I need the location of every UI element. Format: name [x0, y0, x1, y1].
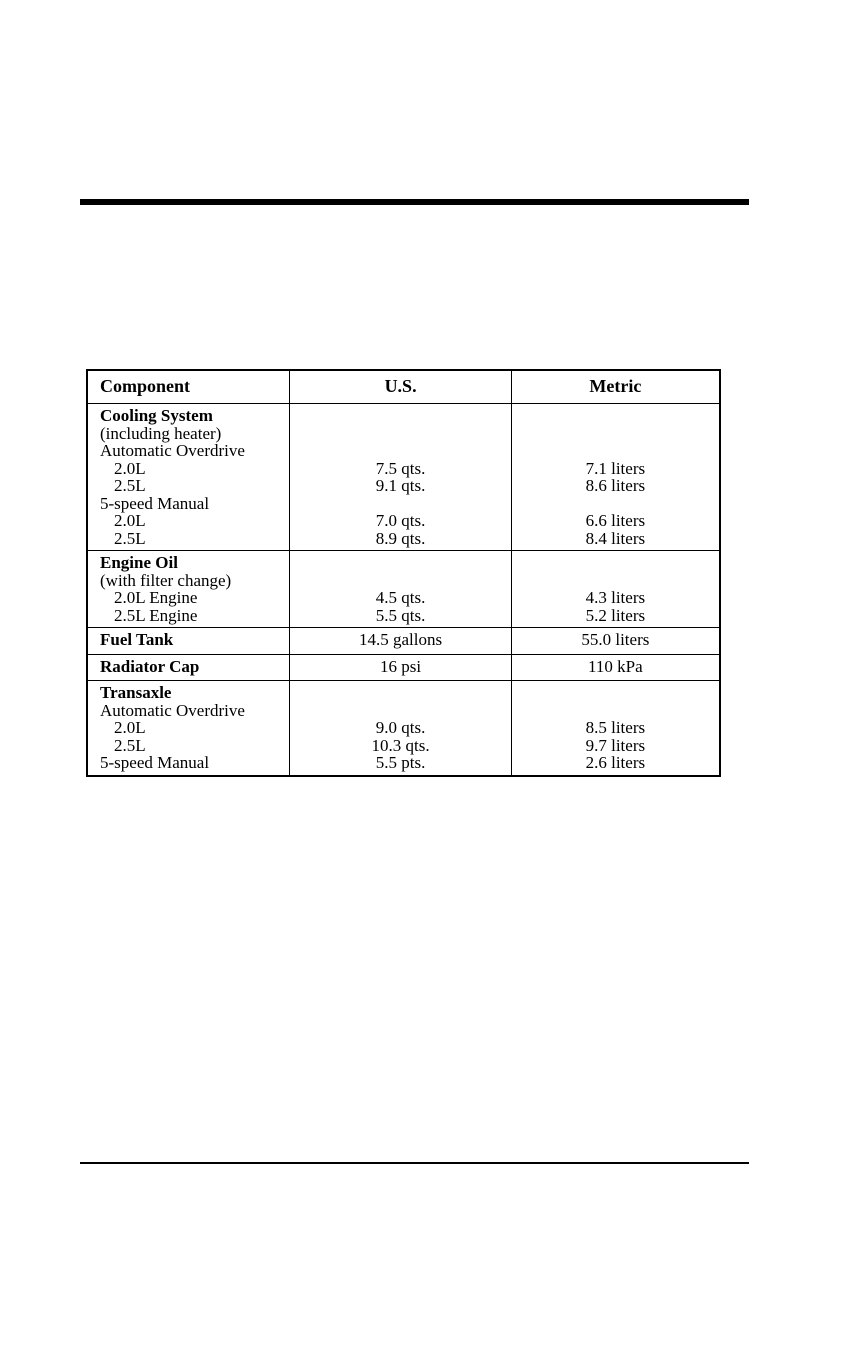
table-row-cooling-system	[87, 404, 720, 551]
transaxle-metric-value: 2.6 liters	[585, 753, 646, 772]
cooling-component-cell	[87, 404, 290, 551]
transaxle-component-cell	[87, 681, 290, 776]
table-row-engine-oil	[87, 551, 720, 628]
oil-25l-label: 2.5L Engine	[114, 605, 198, 625]
transaxle-auto-label: Automatic Overdrive	[100, 700, 245, 720]
transaxle-auto-20l: 2.0L	[114, 718, 146, 737]
transaxle-us-value: 10.3 qts.	[371, 735, 430, 755]
header-us: U.S.	[290, 370, 511, 404]
fuel-metric-cell	[511, 628, 720, 655]
table-header-row	[87, 370, 720, 404]
cooling-manual-label: 5-speed Manual	[100, 493, 210, 513]
radiator-title: Radiator Cap	[100, 656, 200, 676]
radiator-metric-value: 110 kPa	[588, 656, 643, 676]
cooling-title: Cooling System	[100, 406, 213, 425]
transaxle-metric-value: 8.5 liters	[585, 718, 646, 737]
cooling-us-cell	[290, 404, 511, 551]
bottom-rule	[80, 1162, 749, 1164]
oil-note: (with filter change)	[100, 570, 232, 590]
cooling-auto-25l: 2.5L	[114, 476, 146, 495]
oil-component-cell	[87, 551, 290, 628]
table-row-transaxle	[87, 681, 720, 776]
oil-metric-value: 4.3 liters	[585, 588, 646, 607]
oil-20l-label: 2.0L Engine	[114, 588, 198, 607]
oil-metric-value: 5.2 liters	[585, 605, 646, 625]
cooling-manual-20l: 2.0L	[114, 511, 146, 530]
oil-us-cell	[290, 551, 511, 628]
fuel-us-value: 14.5 gallons	[359, 630, 443, 649]
transaxle-us-value: 9.0 qts.	[375, 718, 426, 737]
cooling-us-value: 7.0 qts.	[375, 511, 426, 530]
transaxle-us-cell	[290, 681, 511, 776]
transaxle-metric-value: 9.7 liters	[585, 735, 646, 755]
fuel-metric-value: 55.0 liters	[581, 630, 650, 649]
radiator-component-cell	[87, 654, 290, 681]
oil-title: Engine Oil	[100, 553, 178, 572]
cooling-metric-value: 6.6 liters	[585, 511, 646, 530]
cooling-metric-value: 8.4 liters	[585, 528, 646, 548]
cooling-metric-cell	[511, 404, 720, 551]
cooling-metric-value: 7.1 liters	[585, 458, 646, 478]
cooling-manual-25l: 2.5L	[114, 528, 146, 548]
capacities-table	[86, 369, 721, 777]
table-row-fuel-tank	[87, 628, 720, 655]
cooling-us-value: 8.9 qts.	[375, 528, 426, 548]
oil-metric-cell	[511, 551, 720, 628]
cooling-note: (including heater)	[100, 423, 222, 443]
radiator-metric-cell	[511, 654, 720, 681]
transaxle-auto-25l: 2.5L	[114, 735, 146, 755]
radiator-us-value: 16 psi	[380, 656, 422, 676]
cooling-auto-20l: 2.0L	[114, 458, 146, 478]
cooling-us-value: 9.1 qts.	[375, 476, 426, 495]
transaxle-title: Transaxle	[100, 683, 172, 702]
radiator-us-cell	[290, 654, 511, 681]
fuel-component-cell	[87, 628, 290, 655]
header-component: Component	[87, 370, 290, 404]
oil-us-value: 4.5 qts.	[375, 588, 426, 607]
table-row-radiator-cap	[87, 654, 720, 681]
transaxle-manual-label: 5-speed Manual	[100, 753, 210, 772]
cooling-auto-label: Automatic Overdrive	[100, 441, 245, 460]
header-metric: Metric	[511, 370, 720, 404]
fuel-title: Fuel Tank	[100, 630, 174, 649]
oil-us-value: 5.5 qts.	[375, 605, 426, 625]
transaxle-metric-cell	[511, 681, 720, 776]
cooling-metric-value: 8.6 liters	[585, 476, 646, 495]
top-rule	[80, 199, 749, 205]
cooling-us-value: 7.5 qts.	[375, 458, 426, 478]
fuel-us-cell	[290, 628, 511, 655]
transaxle-us-value: 5.5 pts.	[375, 753, 426, 772]
